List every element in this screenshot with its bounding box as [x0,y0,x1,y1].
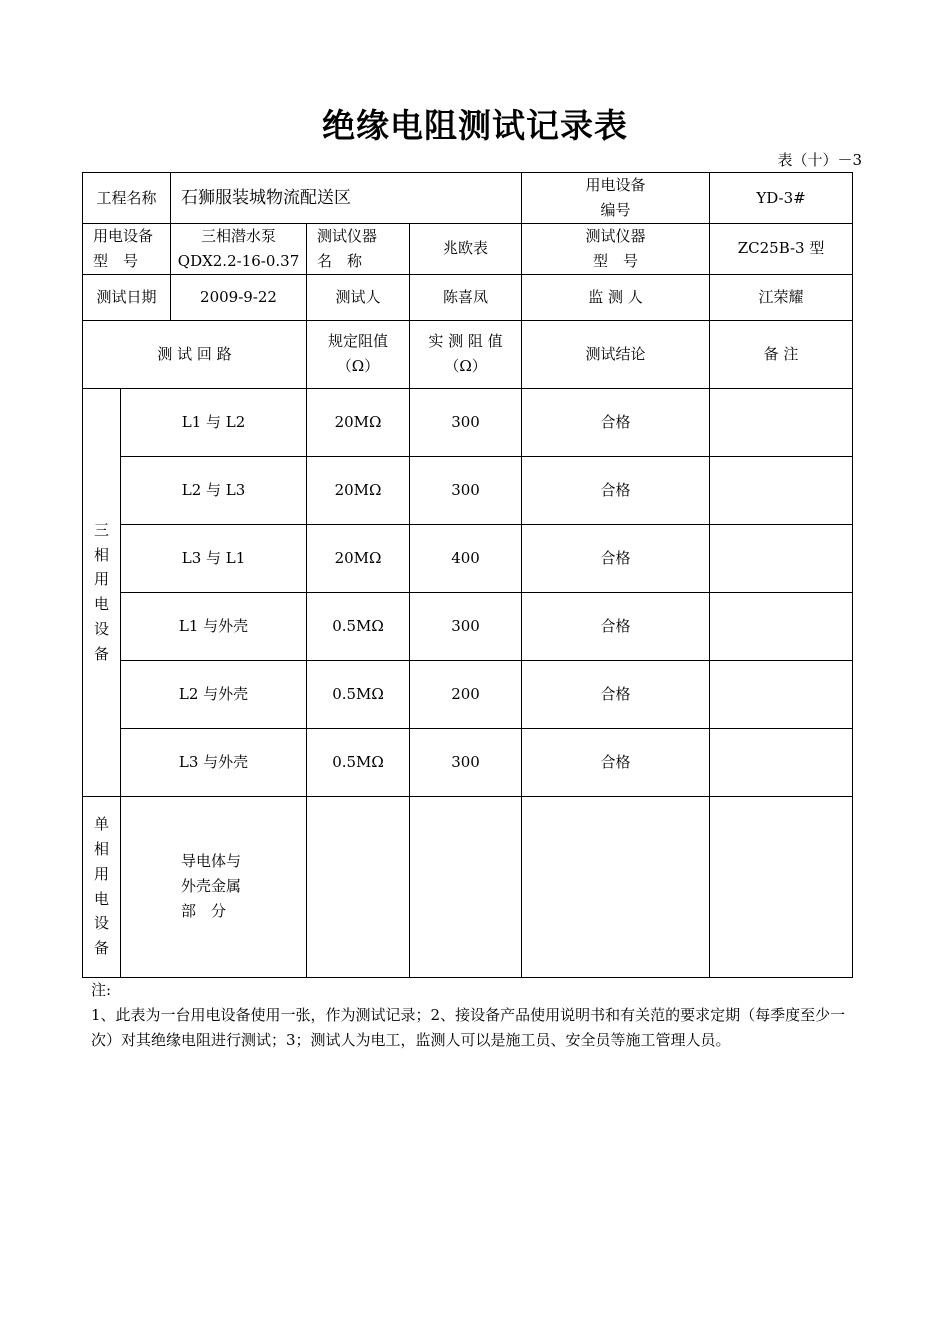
device-model-value: 三相潜水泵 QDX2.2-16-0.37 [171,224,307,275]
test-date-label: 测试日期 [83,274,171,320]
project-value: 石狮服装城物流配送区 [171,173,522,224]
remark-cell [710,796,853,977]
single-phase-circuit: 导电体与 外壳金属 部 分 [121,796,307,977]
instrument-model-label: 测试仪器 型 号 [522,224,710,275]
notes-section [91,978,863,1053]
form-code: 表（十）－3 [777,151,862,169]
remark-cell [710,456,853,524]
single-phase-row [83,796,853,977]
measured-cell: 300 [410,456,522,524]
spec-cell: 20MΩ [307,456,410,524]
table-row [83,388,853,456]
insulation-record-table [82,172,853,978]
tester-label: 测试人 [307,274,410,320]
tester-value: 陈喜凤 [410,274,522,320]
measured-cell: 300 [410,388,522,456]
single-phase-group-label: 单 相 用 电 设 备 [83,796,121,977]
spec-cell: 20MΩ [307,388,410,456]
instrument-model-value: ZC25B-3 型 [710,224,853,275]
circuit-cell: L2 与外壳 [121,660,307,728]
table-row [83,728,853,796]
notes-heading: 注: [91,981,112,999]
remark-cell [710,388,853,456]
spec-header: 规定阻值 （Ω） [307,320,410,388]
measured-header: 实 测 阻 值 （Ω） [410,320,522,388]
circuit-cell: L3 与 L1 [121,524,307,592]
spec-cell: 0.5MΩ [307,592,410,660]
remark-cell [710,728,853,796]
device-no-value: YD-3# [710,173,853,224]
circuit-cell: L3 与外壳 [121,728,307,796]
table-row [83,524,853,592]
table-row [83,456,853,524]
remark-cell [710,524,853,592]
circuit-cell: L2 与 L3 [121,456,307,524]
monitor-value: 江荣耀 [710,274,853,320]
circuit-header: 测 试 回 路 [83,320,307,388]
notes-text: 1、此表为一台用电设备使用一张，作为测试记录；2、接设备产品使用说明书和有关范的要求定期（每季度至少一次）对其绝缘电阻进行测试；3；测试人为电工，监测人可以是施工员、安全员等施工管理人员。 [91,1006,846,1049]
conclusion-cell: 合格 [522,524,710,592]
circuit-cell: L1 与 L2 [121,388,307,456]
project-row [83,173,853,224]
conclusion-cell [522,796,710,977]
device-no-label: 用电设备 编号 [522,173,710,224]
column-header-row [83,320,853,388]
measured-cell: 400 [410,524,522,592]
remark-header: 备 注 [710,320,853,388]
conclusion-cell: 合格 [522,728,710,796]
measured-cell: 300 [410,592,522,660]
measured-cell: 200 [410,660,522,728]
remark-cell [710,592,853,660]
test-date-value: 2009-9-22 [171,274,307,320]
conclusion-header: 测试结论 [522,320,710,388]
circuit-cell: L1 与外壳 [121,592,307,660]
monitor-label: 监 测 人 [522,274,710,320]
spec-cell [307,796,410,977]
instrument-name-label: 测试仪器 名 称 [307,224,410,275]
project-label: 工程名称 [83,173,171,224]
table-row [83,660,853,728]
spec-cell: 0.5MΩ [307,728,410,796]
table-row [83,592,853,660]
remark-cell [710,660,853,728]
device-model-label: 用电设备 型 号 [83,224,171,275]
date-row [83,274,853,320]
page-title: 绝缘电阻测试记录表 [322,106,628,145]
spec-cell: 0.5MΩ [307,660,410,728]
conclusion-cell: 合格 [522,660,710,728]
conclusion-cell: 合格 [522,388,710,456]
conclusion-cell: 合格 [522,456,710,524]
three-phase-group-label: 三 相 用 电 设 备 [83,388,121,796]
measured-cell [410,796,522,977]
conclusion-cell: 合格 [522,592,710,660]
model-row [83,224,853,275]
instrument-name-value: 兆欧表 [410,224,522,275]
spec-cell: 20MΩ [307,524,410,592]
measured-cell: 300 [410,728,522,796]
